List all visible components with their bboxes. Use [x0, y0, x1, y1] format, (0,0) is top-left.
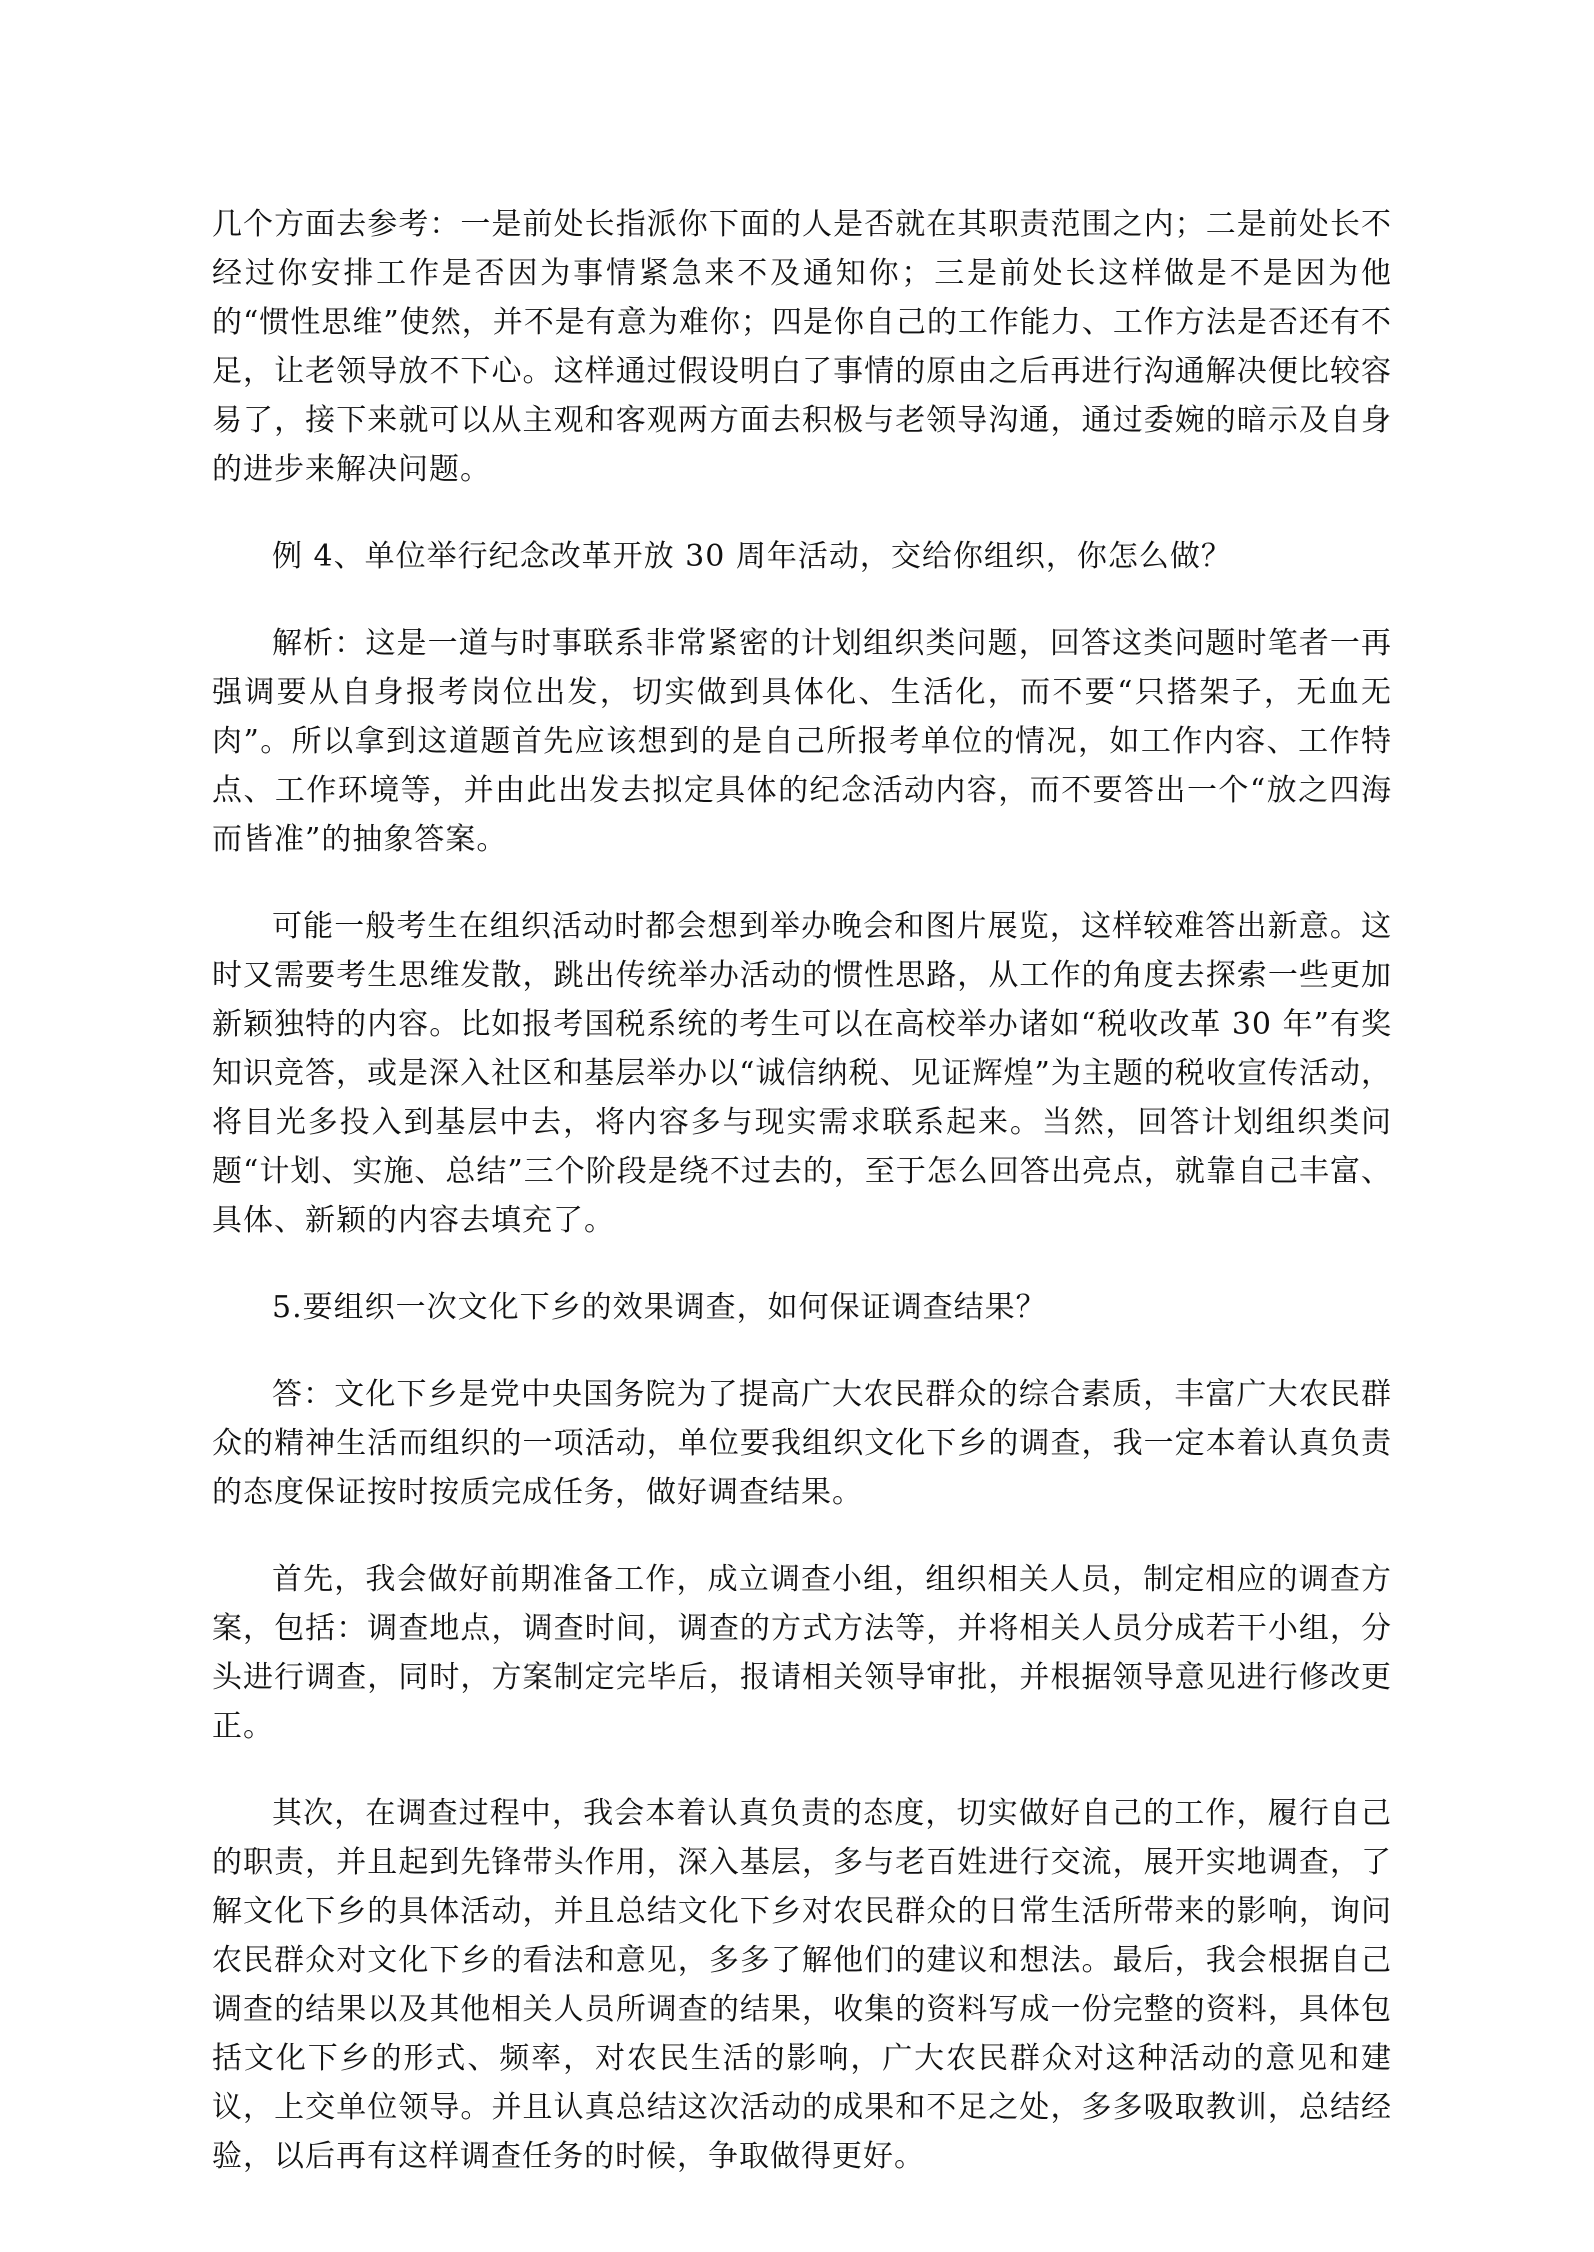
answer-5-intro: 答：文化下乡是党中央国务院为了提高广大农民群众的综合素质，丰富广大农民群众的精神生活而组织的一项活动，单位要我组织文化下乡的调查，我一定本着认真负责的态度保证按时按质完成任务，做好调查结果。	[212, 1377, 1392, 1510]
document-body	[212, 200, 1392, 2219]
paragraph-continuation: 几个方面去参考：一是前处长指派你下面的人是否就在其职责范围之内；二是前处长不经过你安排工作是否因为事情紧急来不及通知你；三是前处长这样做是不是因为他的“惯性思维”使然，并不是有意为难你；四是你自己的工作能力、工作方法是否还有不足，让老领导放不下心。这样通过假设明白了事情的原由之后再进行沟通解决便比较容易了，接下来就可以从主观和客观两方面去积极与老领导沟通，通过委婉的暗示及自身的进步来解决问题。	[212, 207, 1392, 487]
answer-5-first-step: 首先，我会做好前期准备工作，成立调查小组，组织相关人员，制定相应的调查方案，包括：调查地点，调查时间，调查的方式方法等，并将相关人员分成若干小组，分头进行调查，同时，方案制定完毕后，报请相关领导审批，并根据领导意见进行修改更正。	[212, 1562, 1392, 1744]
question-5: 5.要组织一次文化下乡的效果调查，如何保证调查结果？	[272, 1290, 1047, 1325]
example-4-question: 例 4、单位举行纪念改革开放 30 周年活动，交给你组织，你怎么做？	[272, 539, 1232, 574]
example-4-analysis-continued: 可能一般考生在组织活动时都会想到举办晚会和图片展览，这样较难答出新意。这时又需要考生思维发散，跳出传统举办活动的惯性思路，从工作的角度去探索一些更加新颖独特的内容。比如报考国税系统的考生可以在高校举办诸如“税收改革 30 年”有奖知识竞答，或是深入社区和基层举办以“诚信纳税、见证辉煌”为主题的税收宣传活动，将目光多投入到基层中去，将内容多与现实需求联系起来。当然，回答计划组织类问题“计划、实施、总结”三个阶段是绕不过去的，至于怎么回答出亮点，就靠自己丰富、具体、新颖的内容去填充了。	[212, 909, 1392, 1238]
example-4-analysis: 解析：这是一道与时事联系非常紧密的计划组织类问题，回答这类问题时笔者一再强调要从自身报考岗位出发，切实做到具体化、生活化，而不要“只搭架子，无血无肉”。所以拿到这道题首先应该想到的是自己所报考单位的情况，如工作内容、工作特点、工作环境等，并由此出发去拟定具体的纪念活动内容，而不要答出一个“放之四海而皆准”的抽象答案。	[212, 626, 1392, 857]
answer-5-second-step: 其次，在调查过程中，我会本着认真负责的态度，切实做好自己的工作，履行自己的职责，并且起到先锋带头作用，深入基层，多与老百姓进行交流，展开实地调查，了解文化下乡的具体活动，并且总结文化下乡对农民群众的日常生活所带来的影响，询问农民群众对文化下乡的看法和意见，多多了解他们的建议和想法。最后，我会根据自己调查的结果以及其他相关人员所调查的结果，收集的资料写成一份完整的资料，具体包括文化下乡的形式、频率，对农民生活的影响，广大农民群众对这种活动的意见和建议，上交单位领导。并且认真总结这次活动的成果和不足之处，多多吸取教训，总结经验，以后再有这样调查任务的时候，争取做得更好。	[212, 1796, 1392, 2174]
